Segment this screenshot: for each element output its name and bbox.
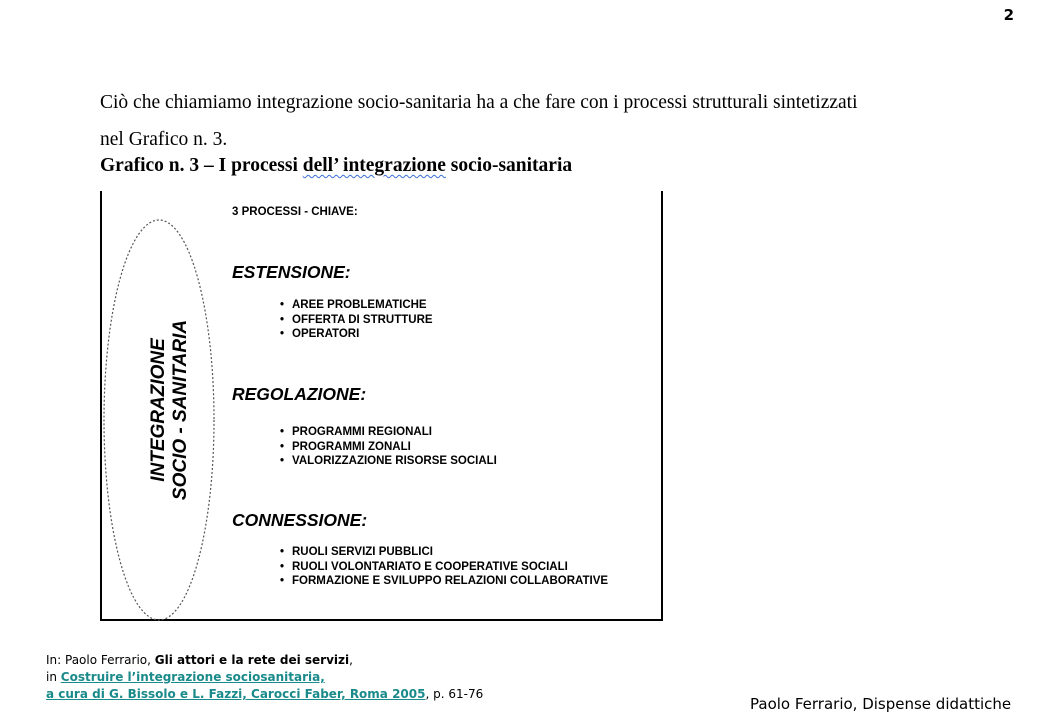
citation-comma: ,	[349, 653, 353, 667]
citation-link[interactable]: a cura di G. Bissolo e L. Fazzi, Carocci Faber, Roma 2005	[46, 687, 426, 701]
citation-book-title: Gli attori e la rete dei servizi	[154, 653, 350, 667]
vertical-label-line: INTEGRAZIONE	[148, 338, 169, 482]
figure-title-text: Grafico n. 3 – I processi	[100, 155, 303, 176]
process-items-estensione	[280, 298, 433, 342]
list-item: • RUOLI VOLONTARIATO E COOPERATIVE SOCIALI	[280, 560, 608, 575]
integration-vertical-label	[148, 320, 192, 500]
author-signature: Paolo Ferrario, Dispense didattiche	[750, 695, 1012, 713]
citation-link[interactable]: Costruire l’integrazione sociosanitaria,	[60, 670, 325, 684]
list-item: • VALORIZZAZIONE RISORSE SOCIALI	[280, 454, 497, 469]
list-item: • FORMAZIONE E SVILUPPO RELAZIONI COLLABORATIVE	[280, 574, 608, 589]
citation-prefix: In: Paolo Ferrario,	[46, 653, 155, 667]
process-items-connessione	[280, 545, 608, 589]
list-item: • PROGRAMMI ZONALI	[280, 440, 497, 455]
key-processes-title: 3 PROCESSI - CHIAVE:	[232, 206, 358, 218]
process-heading-connessione: CONNESSIONE:	[232, 510, 368, 530]
citation-pages: , p. 61-76	[425, 687, 484, 701]
list-item: • AREE PROBLEMATICHE	[280, 298, 433, 313]
source-citation	[46, 652, 483, 703]
list-item: • PROGRAMMI REGIONALI	[280, 425, 497, 440]
intro-line: Ciò che chiamiamo integrazione socio-sanitaria ha a che fare con i processi strutturali sintetizzati	[100, 92, 858, 113]
figure-title-text: socio-sanitaria	[445, 155, 573, 176]
page-number: 2	[1003, 6, 1014, 24]
citation-line	[46, 652, 483, 669]
citation-line	[46, 686, 483, 703]
spellcheck-underlined-text: dell’ integrazione	[302, 155, 446, 176]
intro-line: nel Grafico n. 3.	[100, 129, 228, 150]
list-item: • RUOLI SERVIZI PUBBLICI	[280, 545, 608, 560]
process-items-regolazione	[280, 425, 497, 469]
process-heading-regolazione: REGOLAZIONE:	[232, 384, 367, 404]
process-heading-estensione: ESTENSIONE:	[232, 262, 351, 282]
vertical-label-line: SOCIO - SANITARIA	[170, 319, 191, 501]
citation-line	[46, 669, 483, 686]
list-item: • OPERATORI	[280, 327, 433, 342]
citation-in-label: in	[46, 670, 61, 684]
list-item: • OFFERTA DI STRUTTURE	[280, 313, 433, 328]
